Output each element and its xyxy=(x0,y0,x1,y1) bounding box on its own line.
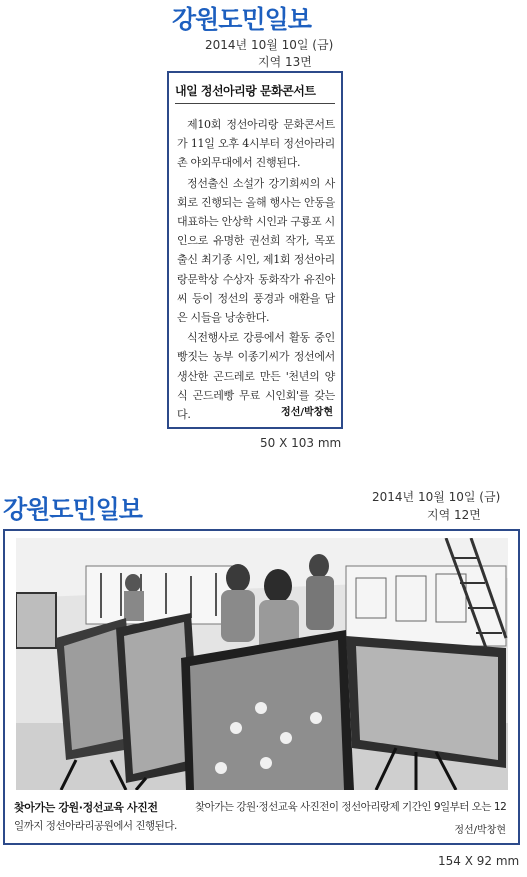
top-page-number: 지역 13면 xyxy=(258,55,312,69)
article-headline: 내일 정선아리랑 문화콘서트 xyxy=(175,84,316,98)
exhibition-photo xyxy=(16,538,508,790)
bottom-clipping-size: 154 X 92 mm xyxy=(438,854,520,868)
bottom-masthead-logo: 강원도민일보 xyxy=(3,495,142,524)
bottom-page-number: 지역 12면 xyxy=(427,508,481,522)
article-paragraph: 제10회 정선아리랑 문화콘서트가 11일 오후 4시부터 정선아라리촌 야외무대에서 진행된다. xyxy=(177,118,335,170)
photo-caption-line1: 찾아가는 강원·정선교육 사진전이 정선아리랑제 기간인 9일부터 오는 12 xyxy=(195,801,507,813)
bottom-publication-date: 2014년 10월 10일 (금) xyxy=(372,490,501,504)
article-clipping xyxy=(167,71,343,429)
photo-caption-byline: 정선/박창현 xyxy=(454,825,506,836)
article-paragraph: 정선출신 소설가 강기희씨의 사회로 진행되는 올해 행사는 안동을 대표하는 안상학 시인과 구룡포 시인으로 유명한 권선희 작가, 목포 출신 최기종 시인, 제1회 정선아리랑문학상 수상자 동화작가 유진아씨 등이 정선의 풍경과 애환을 담은 시들을 낭송한다. xyxy=(177,176,335,325)
photo-caption-title: 찾아가는 강원·정선교육 사진전 xyxy=(14,801,158,814)
article-paragraph: 식전행사로 강릉에서 활동 중인 빵짓는 농부 이종기씨가 정선에서 생산한 곤드레로 만든 '천년의 양식 곤드레빵 무료 시인회'를 갖는다. xyxy=(177,331,335,422)
photo-clipping xyxy=(3,529,520,845)
article-body xyxy=(177,115,335,425)
top-publication-date: 2014년 10월 10일 (금) xyxy=(205,38,334,52)
top-clipping-size: 50 X 103 mm xyxy=(260,436,342,450)
article-headline-rule xyxy=(175,103,335,104)
article-byline: 정선/박창현 xyxy=(281,407,333,418)
photo-caption-line2: 일까지 정선아라리공원에서 진행된다. xyxy=(14,820,177,832)
top-masthead-logo: 강원도민일보 xyxy=(172,5,311,34)
